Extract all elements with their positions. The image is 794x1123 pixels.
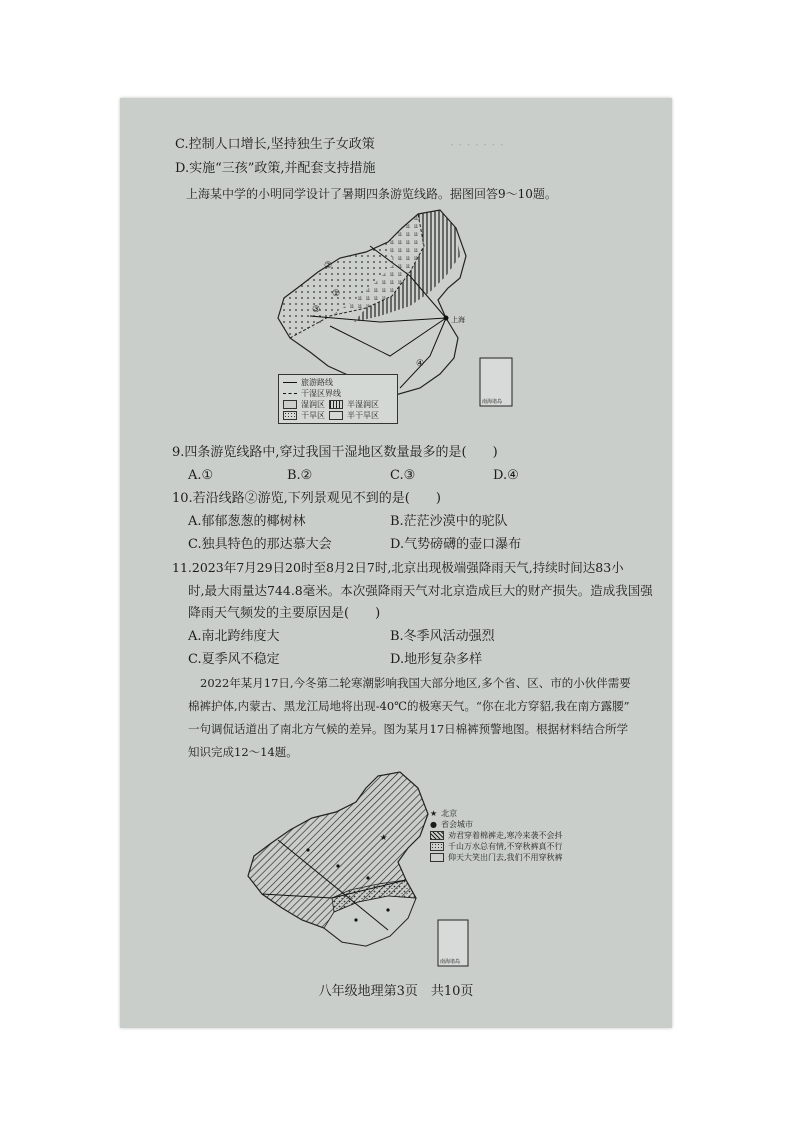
south-sea-inset-label: 南海诸岛 bbox=[482, 399, 503, 405]
legend-semi-humid: 半湿润区 bbox=[347, 400, 379, 409]
q9-option-d: D.④ bbox=[493, 468, 519, 483]
q9-option-a: A.① bbox=[188, 468, 214, 483]
legend-semi-arid: 半干旱区 bbox=[347, 411, 379, 420]
q11-option-a: A.南北跨纬度大 bbox=[188, 629, 280, 644]
beijing-star: ★ bbox=[380, 833, 388, 842]
city-dot bbox=[306, 848, 309, 851]
passage-line-2: 棉裤护体,内蒙古、黑龙江局地将出现-40℃的极寒天气。“你在北方穿貂,我在南方露腰” bbox=[188, 699, 630, 713]
legend-warm: 仰天大笑出门去,我们不用穿秋裤 bbox=[448, 853, 563, 862]
shanghai-dot bbox=[444, 316, 449, 321]
option-d-q8: D.实施“三孩”政策,并配套支持措施 bbox=[175, 161, 376, 176]
legend-beijing: 北京 bbox=[441, 809, 458, 818]
city-dot bbox=[354, 918, 357, 921]
passage-line-3: 一句调侃话道出了南北方气候的差异。图为某月17日棉裤预警地图。根据材料结合所学 bbox=[188, 722, 629, 736]
city-dot bbox=[386, 908, 389, 911]
route-mark-4: ④ bbox=[416, 359, 425, 369]
q9-stem: 9.四条游览线路中,穿过我国干湿地区数量最多的是( ) bbox=[172, 445, 498, 460]
legend-route: 旅游路线 bbox=[301, 378, 333, 387]
shanghai-label: 上海 bbox=[451, 316, 465, 324]
q9-option-c: C.③ bbox=[390, 468, 416, 483]
q10-option-c: C.独具特色的那达慕大会 bbox=[188, 537, 332, 552]
legend-cool: 千山万水总有情,不穿秋裤真不行 bbox=[448, 842, 563, 851]
option-c-q8: C.控制人口增长,坚持独生子女政策 bbox=[175, 137, 375, 152]
q10-option-b: B.茫茫沙漠中的驼队 bbox=[390, 514, 508, 529]
q11-option-b: B.冬季风活动强烈 bbox=[390, 629, 495, 644]
map1-legend bbox=[278, 374, 398, 424]
q10-stem: 10.若沿线路②游览,下列景观见不到的是( ) bbox=[172, 491, 441, 506]
legend-humid: 湿润区 bbox=[301, 400, 325, 409]
legend-boundary: 干湿区界线 bbox=[301, 389, 341, 398]
q9-option-b: B.② bbox=[287, 468, 313, 483]
q10-option-d: D.气势磅礴的壶口瀑布 bbox=[390, 537, 522, 552]
legend-capital: 省会城市 bbox=[440, 820, 473, 829]
page-footer: 八年级地理第3页 共10页 bbox=[318, 984, 474, 999]
route-mark-2: ② bbox=[324, 261, 333, 271]
city-dot bbox=[366, 876, 369, 879]
legend-cold: 劝君穿着棉裤走,寒冷来袭不会抖 bbox=[448, 831, 563, 840]
passage-line-1: 2022年某月17日,今冬第二轮寒潮影响我国大部分地区,多个省、区、市的小伙伴需要 bbox=[200, 676, 631, 690]
exam-page-photo bbox=[120, 98, 672, 1028]
legend-arid: 干旱区 bbox=[301, 411, 325, 420]
south-sea-inset-label-2: 南海诸岛 bbox=[440, 959, 461, 965]
show-through-text: · · · · · · · bbox=[450, 138, 504, 153]
intro-q9-10: 上海某中学的小明同学设计了暑期四条游览线路。据图回答9～10题。 bbox=[186, 187, 557, 201]
passage-line-4: 知识完成12～14题。 bbox=[188, 745, 298, 759]
map2-legend: ★ 北京 ● 省会城市 劝君穿着棉裤走,寒冷来袭不会抖 千山万水总有情,不穿秋裤真不行 仰天大笑出门去,我们不用穿秋裤 bbox=[430, 809, 563, 862]
route-mark-1: ① bbox=[332, 289, 341, 299]
q11-line-3: 降雨天气频发的主要原因是( ) bbox=[188, 606, 381, 621]
city-dot bbox=[336, 864, 339, 867]
q11-line-1: 11.2023年7月29日20时至8月2日7时,北京出现极端强降雨天气,持续时间达83小 bbox=[172, 560, 624, 575]
q11-option-c: C.夏季风不稳定 bbox=[188, 652, 280, 667]
q11-option-d: D.地形复杂多样 bbox=[390, 652, 483, 667]
route-mark-3: ③ bbox=[312, 305, 321, 315]
q11-line-2: 时,最大雨量达744.8毫米。本次强降雨天气对北京造成巨大的财产损失。造成我国强 bbox=[188, 583, 653, 598]
q10-option-a: A.郁郁葱葱的椰树林 bbox=[188, 514, 306, 529]
cold-warning-map bbox=[238, 770, 478, 980]
